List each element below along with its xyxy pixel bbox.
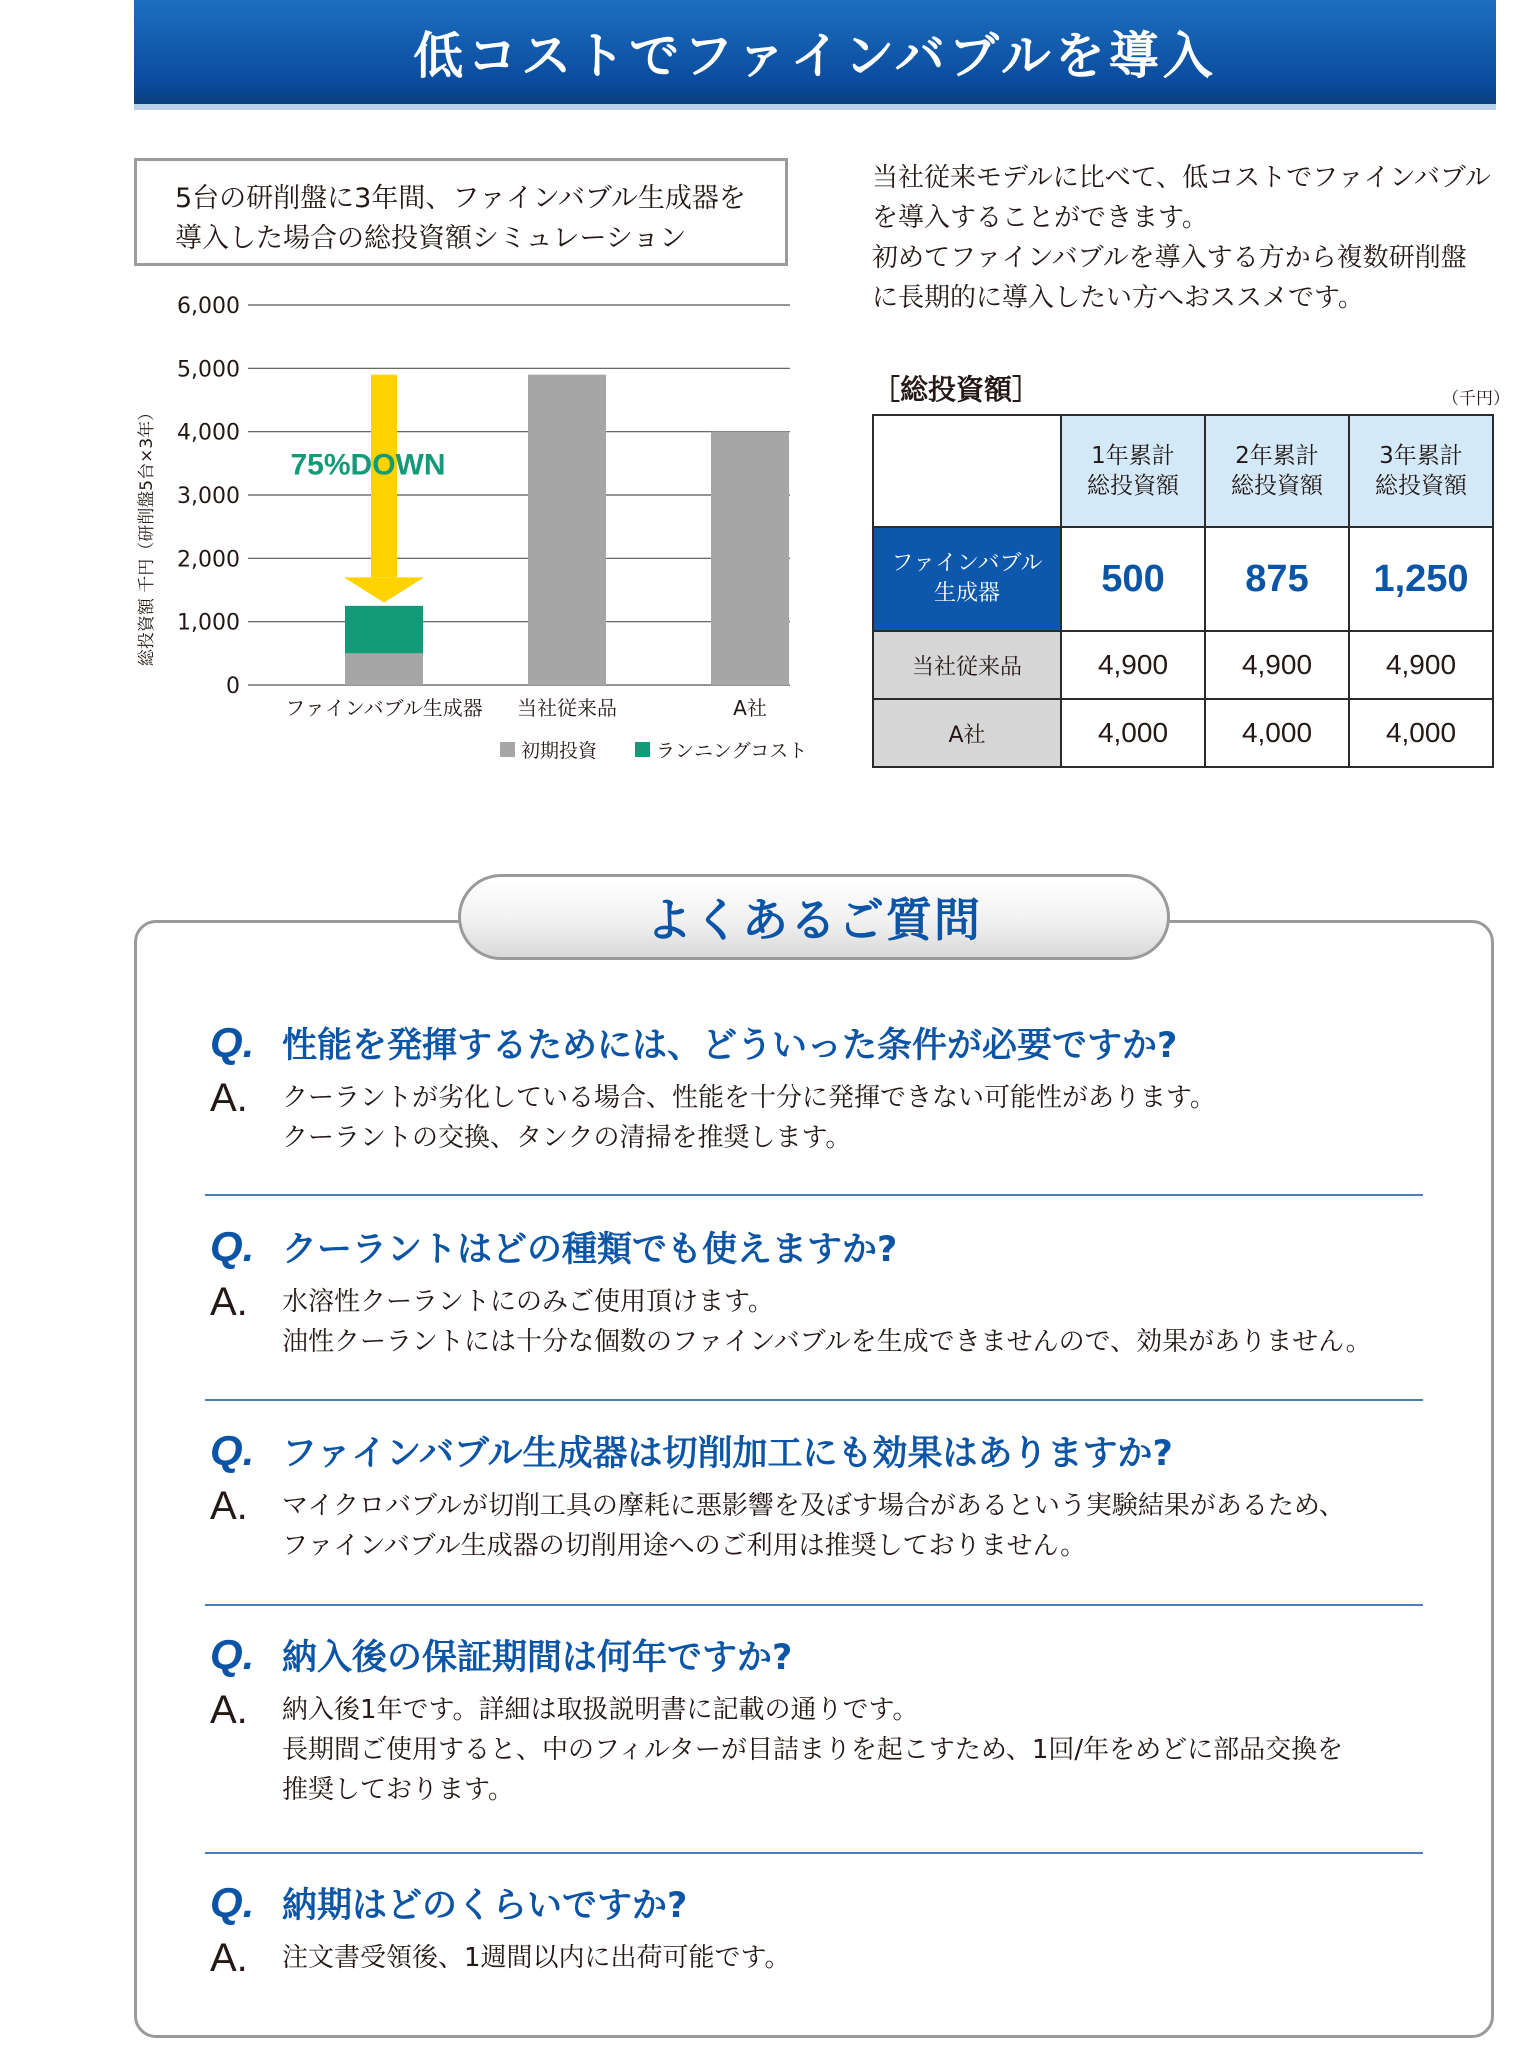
question-row [210, 1426, 1430, 1476]
chart-annotation: 75%DOWN [290, 448, 446, 482]
question-row [210, 1018, 1430, 1068]
question-mark: Q. [210, 1631, 255, 1678]
question-mark: Q. [210, 1879, 255, 1926]
answer-row [210, 1076, 1430, 1158]
intro-text: 当社従来モデルに比べて、低コストでファインバブル を導入することができます。 初めてファインバブルを導入する方から複数研削盤 に長期的に導入したい方へおススメです。 [872, 163, 1491, 313]
column-header: 1年累計 総投資額 [1061, 415, 1205, 527]
table-row [873, 699, 1493, 767]
bar-segment [711, 432, 789, 685]
arrow-head [344, 577, 424, 602]
y-tick-label: 6,000 [177, 294, 240, 319]
answer-text: マイクロバブルが切削工具の摩耗に悪影響を及ぼす場合があるという実験結果があるため、 ファインバブル生成器の切削用途へのご利用は推奨しておりません。 [282, 1491, 1345, 1561]
question-text: ファインバブル生成器は切削加工にも効果はありますか? [282, 1434, 1173, 1474]
answer-text: クーラントが劣化している場合、性能を十分に発揮できない可能性があります。 クーラントの交換、タンクの清掃を推奨します。 [282, 1083, 1216, 1153]
faq-divider [205, 1604, 1423, 1606]
y-tick-label: 1,000 [177, 610, 240, 636]
question-text: 性能を発揮するためには、どういった条件が必要ですか? [282, 1026, 1178, 1066]
faq-divider [205, 1399, 1423, 1401]
legend-swatch [635, 742, 650, 757]
faq-item [210, 1426, 1430, 1566]
table-unit: （千円） [1442, 389, 1510, 409]
faq-title-pill [458, 874, 1170, 960]
row-header: ファインバブル 生成器 [873, 527, 1061, 631]
question-row [210, 1630, 1430, 1680]
table-cell: 4,900 [1349, 631, 1493, 699]
answer-row [210, 1688, 1430, 1810]
question-mark: Q. [210, 1223, 255, 1270]
bar-segment [528, 375, 606, 685]
answer-mark: A. [210, 1280, 248, 1324]
page-title: 低コストでファインバブルを導入 [413, 27, 1217, 85]
faq-item [210, 1878, 1430, 1980]
row-header: 当社従来品 [873, 631, 1061, 699]
column-header: 3年累計 総投資額 [1349, 415, 1493, 527]
investment-table [872, 414, 1494, 768]
y-tick-label: 3,000 [177, 484, 240, 509]
table-cell: 4,000 [1061, 699, 1205, 767]
y-tick-label: 2,000 [177, 547, 240, 573]
table-cell: 4,900 [1205, 631, 1349, 699]
answer-row [210, 1484, 1430, 1566]
answer-text: 注文書受領後、1週間以内に出荷可能です。 [282, 1943, 791, 1973]
table-cell: 4,000 [1205, 699, 1349, 767]
faq-divider [205, 1194, 1423, 1196]
down-arrow-icon [344, 375, 424, 603]
question-mark: Q. [210, 1019, 255, 1066]
answer-row [210, 1280, 1430, 1362]
table-header-row [873, 415, 1493, 527]
investment-chart [130, 285, 810, 785]
answer-mark: A. [210, 1688, 248, 1732]
faq-item [210, 1222, 1430, 1362]
chart-grid [248, 305, 790, 685]
answer-mark: A. [210, 1936, 248, 1980]
bar-segment [345, 606, 423, 654]
answer-mark: A. [210, 1484, 248, 1528]
faq-item [210, 1018, 1430, 1158]
column-header: 2年累計 総投資額 [1205, 415, 1349, 527]
chart-legend [500, 740, 807, 762]
chart-bars [345, 375, 789, 685]
x-tick-label: A社 [733, 696, 767, 720]
table-row [873, 527, 1493, 631]
table-cell: 1,250 [1349, 527, 1493, 631]
question-row [210, 1878, 1430, 1928]
legend-swatch [500, 742, 515, 757]
y-axis-label: 総投資額 千円（研削盤5台×3年） [137, 403, 157, 667]
table-cell: 4,000 [1349, 699, 1493, 767]
answer-row [210, 1936, 1430, 1980]
question-text: 納期はどのくらいですか? [282, 1886, 688, 1926]
legend-label: ランニングコスト [656, 740, 808, 762]
simulation-caption: 5台の研削盤に3年間、ファインバブル生成器を 導入した場合の総投資額シミュレーション [175, 183, 746, 254]
question-mark: Q. [210, 1427, 255, 1474]
table-cell: 500 [1061, 527, 1205, 631]
table-row [873, 631, 1493, 699]
faq-divider [205, 1852, 1423, 1854]
y-tick-label: 5,000 [177, 357, 240, 383]
y-tick-label: 4,000 [177, 420, 240, 446]
answer-text: 納入後1年です。詳細は取扱説明書に記載の通りです。 長期間ご使用すると、中のフィルターが目詰まりを起こすため、1回/年をめどに部品交換を 推奨しております。 [282, 1695, 1344, 1805]
answer-text: 水溶性クーラントにのみご使用頂けます。 油性クーラントには十分な個数のファインバブルを生成できませんので、効果がありません。 [282, 1287, 1372, 1357]
legend-label: 初期投資 [521, 740, 598, 762]
answer-mark: A. [210, 1076, 248, 1120]
simulation-caption-box [134, 158, 788, 266]
table-corner-cell [873, 415, 1061, 527]
table-heading: ［総投資額］ [872, 373, 1041, 406]
bar-segment [345, 653, 423, 685]
table-cell: 4,900 [1061, 631, 1205, 699]
table-cell: 875 [1205, 527, 1349, 631]
faq-title: よくあるご質問 [646, 893, 982, 947]
faq-item [210, 1630, 1430, 1810]
chart-labels [136, 294, 767, 720]
question-text: クーラントはどの種類でも使えますか? [282, 1230, 898, 1270]
x-tick-label: 当社従来品 [517, 696, 617, 720]
row-header: A社 [873, 699, 1061, 767]
y-tick-label: 0 [226, 674, 240, 699]
question-text: 納入後の保証期間は何年ですか? [282, 1638, 793, 1678]
x-tick-label: ファインバブル生成器 [285, 696, 483, 720]
question-row [210, 1222, 1430, 1272]
header-banner [134, 0, 1496, 104]
